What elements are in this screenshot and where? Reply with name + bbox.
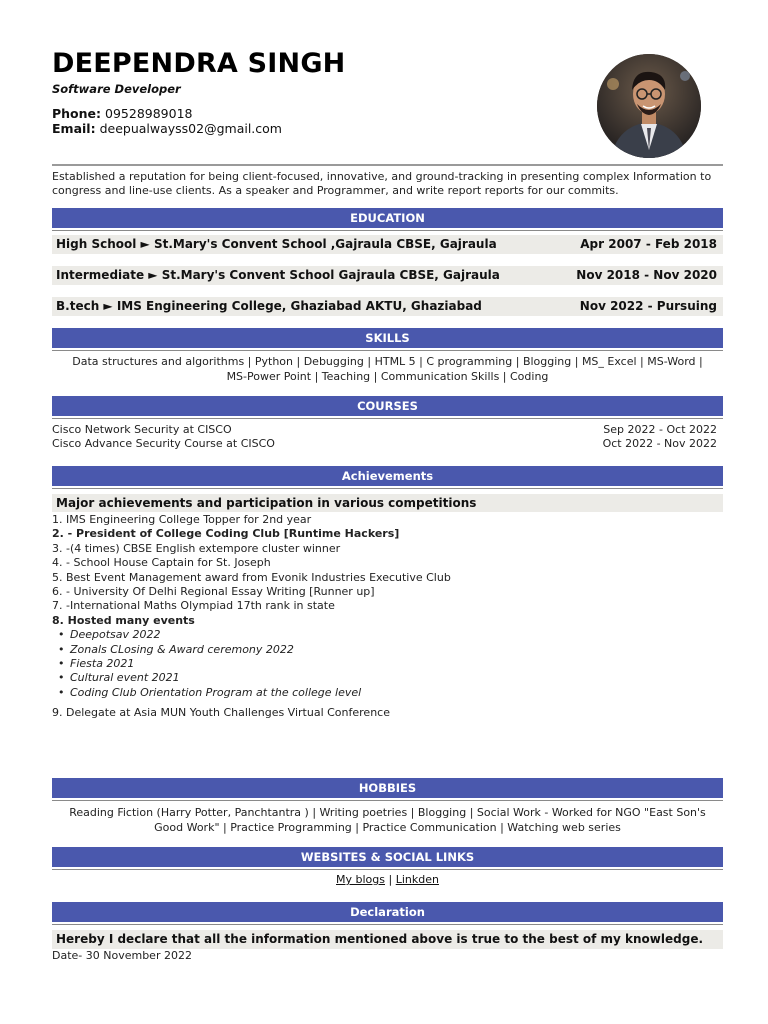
event-label: Deepotsav 2022 — [70, 628, 161, 642]
education-divider — [52, 230, 723, 231]
achievements-section-bar: Achievements — [52, 466, 723, 486]
profile-photo — [597, 54, 701, 158]
achievement-item: 7. -International Maths Olympiad 17th rank in state — [52, 599, 335, 613]
declaration-text: Hereby I declare that all the information mentioned above is true to the best of my knowledge. — [56, 932, 704, 946]
declaration-row — [52, 930, 723, 949]
social-links — [52, 873, 723, 886]
course-name: Cisco Network Security at CISCO — [52, 423, 232, 436]
declaration-divider — [52, 924, 723, 925]
declaration-section-bar: Declaration — [52, 902, 723, 922]
links-divider — [52, 869, 723, 870]
education-institution: High School ► St.Mary's Convent School ,Gajraula CBSE, Gajraula — [56, 237, 497, 251]
achievement-item: 4. - School House Captain for St. Joseph — [52, 556, 271, 570]
education-dates: Apr 2007 - Feb 2018 — [580, 237, 717, 251]
bullet-icon: • — [58, 642, 65, 656]
education-dates: Nov 2022 - Pursuing — [579, 299, 717, 313]
declaration-date: Date- 30 November 2022 — [52, 949, 192, 962]
achievement-item: 8. Hosted many events — [52, 613, 195, 627]
skills-divider — [52, 350, 723, 351]
bullet-icon: • — [58, 657, 65, 671]
achievement-item: 2. - President of College Coding Club [Runtime Hackers] — [52, 527, 400, 541]
skills-section-bar: SKILLS — [52, 328, 723, 348]
hobbies-section-bar: HOBBIES — [52, 778, 723, 798]
event-label: Cultural event 2021 — [70, 671, 180, 685]
achievements-list — [52, 513, 723, 721]
education-row — [52, 297, 723, 316]
hobbies-divider — [52, 800, 723, 801]
bullet-icon: • — [58, 671, 65, 685]
achievement-item: 3. -(4 times) CBSE English extempore cluster winner — [52, 541, 341, 555]
education-institution: B.tech ► IMS Engineering College, Ghaziabad AKTU, Ghaziabad — [56, 299, 482, 313]
phone-line — [52, 106, 193, 121]
blog-link[interactable]: My blogs — [336, 873, 385, 886]
event-item — [52, 657, 723, 671]
achievement-item: 5. Best Event Management award from Evonik Industries Executive Club — [52, 570, 451, 584]
candidate-name: DEEPENDRA SINGH — [52, 48, 346, 79]
achievement-item: 6. - University Of Delhi Regional Essay Writing [Runner up] — [52, 585, 375, 599]
email-line — [52, 121, 282, 136]
links-section-bar: WEBSITES & SOCIAL LINKS — [52, 847, 723, 867]
courses-section-bar: COURSES — [52, 396, 723, 416]
education-row — [52, 235, 723, 254]
course-row — [52, 423, 717, 437]
education-row — [52, 266, 723, 285]
event-label: Fiesta 2021 — [70, 657, 135, 671]
phone-value: 09528989018 — [105, 106, 193, 121]
phone-label: Phone: — [52, 106, 102, 121]
event-item — [52, 643, 723, 657]
hobbies-line: Reading Fiction (Harry Potter, Panchtantra ) | Writing poetries | Blogging | Social Work - Worked for NGO "East Son's — [69, 806, 706, 819]
skills-line: Data structures and algorithms | Python | Debugging | HTML 5 | C programming | Blogging | MS_ Excel | MS-Word | — [72, 355, 703, 368]
event-item — [52, 671, 723, 685]
event-item — [52, 686, 723, 700]
achievements-heading — [52, 494, 723, 512]
email-value: deepualwayss02@gmail.com — [99, 121, 282, 136]
bullet-icon: • — [58, 628, 65, 642]
education-dates: Nov 2018 - Nov 2020 — [576, 268, 717, 282]
course-name: Cisco Advance Security Course at CISCO — [52, 437, 275, 450]
achievement-item: 9. Delegate at Asia MUN Youth Challenges Virtual Conference — [52, 706, 390, 720]
achievements-divider — [52, 488, 723, 489]
achievements-heading-text: Major achievements and participation in various competitions — [56, 496, 477, 510]
event-label: Coding Club Orientation Program at the college level — [70, 685, 362, 699]
achievement-item: 1. IMS Engineering College Topper for 2nd year — [52, 513, 312, 526]
header-divider — [52, 164, 723, 166]
hobbies-line: Good Work" | Practice Programming | Practice Communication | Watching web series — [154, 821, 621, 834]
course-row — [52, 437, 717, 451]
email-label: Email: — [52, 121, 96, 136]
link-separator: | — [388, 873, 393, 886]
event-item — [52, 628, 723, 642]
skills-line: MS-Power Point | Teaching | Communication Skills | Coding — [226, 370, 549, 383]
courses-divider — [52, 418, 723, 419]
course-dates: Sep 2022 - Oct 2022 — [603, 423, 717, 436]
course-dates: Oct 2022 - Nov 2022 — [602, 437, 717, 450]
event-label: Zonals CLosing & Award ceremony 2022 — [70, 642, 294, 656]
linkedin-link[interactable]: Linkden — [395, 873, 439, 886]
candidate-role: Software Developer — [52, 82, 181, 96]
profile-summary: Established a reputation for being client-focused, innovative, and ground-tracking in presenting complex Information to congress and line-use clients. As a speaker and Programmer, and write report reports for our commits. — [52, 170, 712, 197]
bullet-icon: • — [58, 685, 65, 699]
education-institution: Intermediate ► St.Mary's Convent School Gajraula CBSE, Gajraula — [56, 268, 500, 282]
education-section-bar: EDUCATION — [52, 208, 723, 228]
